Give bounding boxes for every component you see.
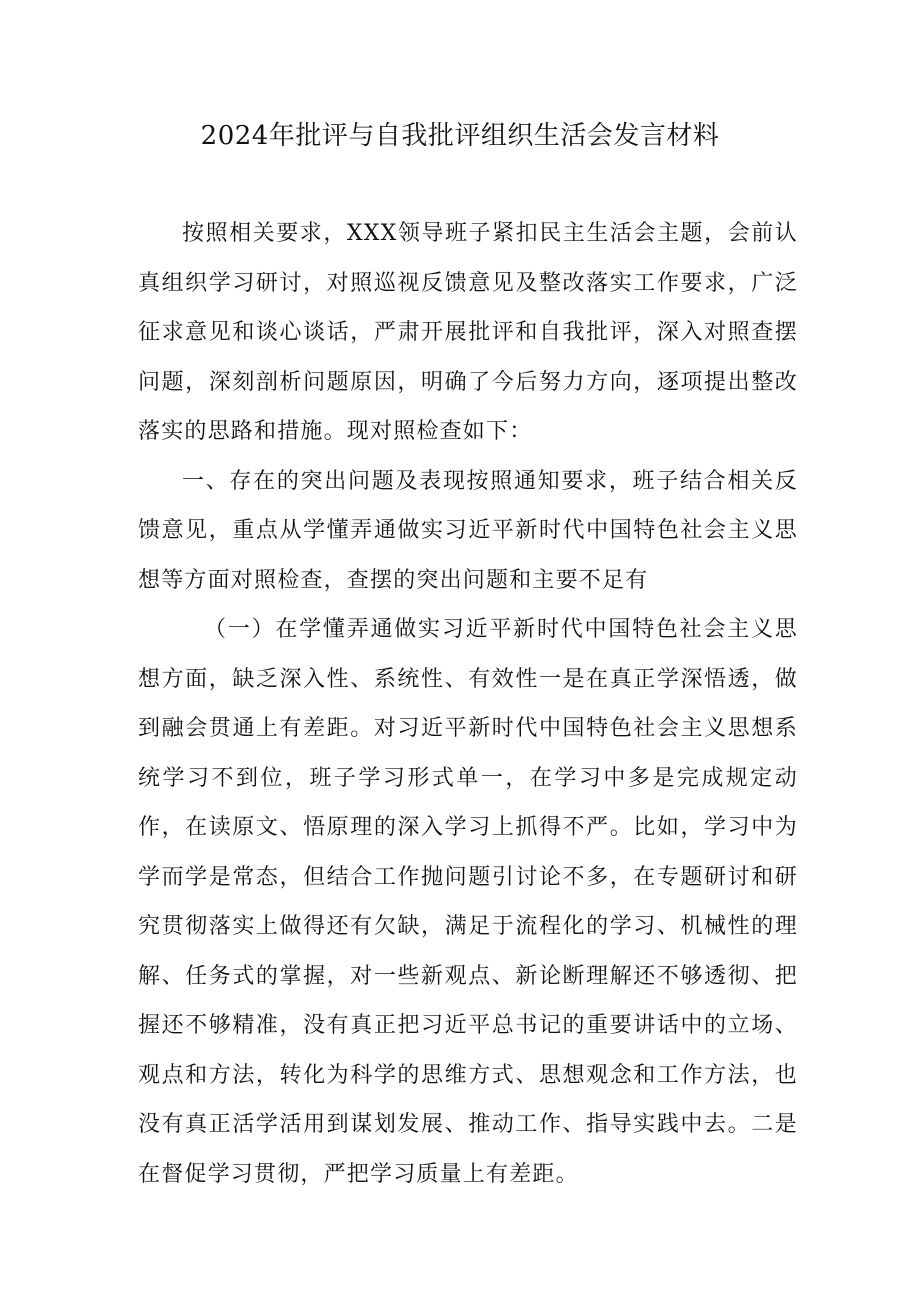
- paragraph-section-one: 一、存在的突出问题及表现按照通知要求，班子结合相关反馈意见，重点从学懂弄通做实习近平新时代中国特色社会主义思想等方面对照检查，查摆的突出问题和主要不足有: [138, 468, 798, 593]
- document-title: 2024年批评与自我批评组织生活会发言材料: [200, 121, 720, 151]
- paragraph-intro: 按照相关要求，XXX领导班子紧扣民主生活会主题，会前认真组织学习研讨，对照巡视反馈意见及整改落实工作要求，广泛征求意见和谈心谈话，严肃开展批评和自我批评，深入对照查摆问题，深刻剖析问题原因，明确了今后努力方向，逐项提出整改落实的思路和措施。现对照检查如下：: [138, 221, 798, 444]
- document-body: [138, 209, 798, 1199]
- paragraph-subsection-one: （一）在学懂弄通做实习近平新时代中国特色社会主义思想方面，缺乏深入性、系统性、有效性一是在真正学深悟透，做到融会贯通上有差距。对习近平新时代中国特色社会主义思想系统学习不到位，班子学习形式单一，在学习中多是完成规定动作，在读原文、悟原理的深入学习上抓得不严。比如，学习中为学而学是常态，但结合工作抛问题引讨论不多，在专题研讨和研究贯彻落实上做得还有欠缺，满足于流程化的学习、机械性的理解、任务式的掌握，对一些新观点、新论断理解还不够透彻、把握还不够精准，没有真正把习近平总书记的重要讲话中的立场、观点和方法，转化为科学的思维方式、思想观念和工作方法，也没有真正活学活用到谋划发展、推动工作、指导实践中去。二是在督促学习贯彻，严把学习质量上有差距。: [138, 617, 798, 1187]
